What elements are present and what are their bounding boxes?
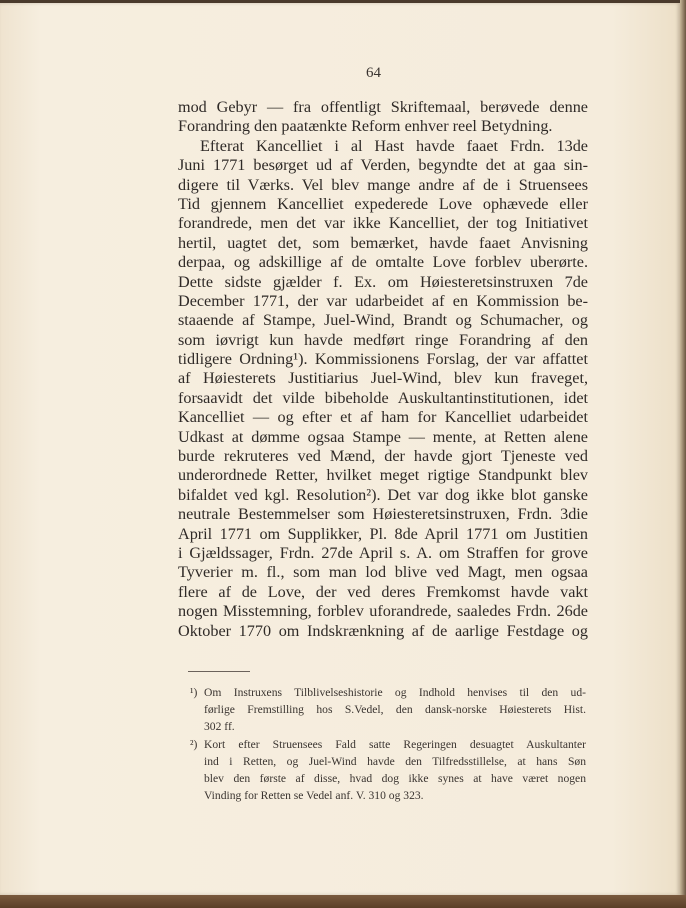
body-line: Tyverier m. fl., som man lod blive ved Magt, men ogsaa (178, 563, 588, 582)
footnote-2-line (190, 787, 586, 804)
body-line: forandrede, men det var ikke Kancelliet, der tog Initiativet (178, 214, 588, 233)
footnote-1-line (190, 684, 586, 701)
body-line: burde rekruteres ved Mænd, der havde gjort Tjeneste ved (178, 447, 588, 466)
body-line: mod Gebyr — fra offentligt Skriftemaal, berøvede denne (178, 98, 588, 116)
footnote-2-text: Vinding for Retten se Vedel anf. V. 310 og 323. (204, 789, 424, 803)
footnote-2-line (190, 736, 586, 753)
footnote-1-text: førlige Fremstilling hos S.Vedel, den dansk-norske Høiesterets Hist. (204, 703, 586, 717)
page-number: 64 (366, 65, 381, 81)
body-line: neutrale Bestemmelser som Høiesteretsinstruxen, Frdn. 3die (178, 505, 588, 524)
footnote-2-line (190, 770, 586, 787)
footnotes (190, 684, 586, 804)
body-line: Udkast at dømme ogsaa Stampe — mente, at Retten alene (178, 427, 588, 446)
body-line: Oktober 1770 om Indskrænkning af de aarlige Festdage og (178, 621, 588, 640)
body-text (178, 98, 588, 641)
footnote-1-text: Om Instruxens Tilblivelseshistorie og Indhold henvises til den ud- (204, 686, 586, 699)
footnote-2-mark: ²) (190, 737, 198, 751)
body-line: i Gjældssager, Frdn. 27de April s. A. om Straffen for grove (178, 543, 588, 562)
footnote-1-text: 302 ff. (204, 720, 235, 734)
body-line: April 1771 om Supplikker, Pl. 8de April 1771 om Justitien (178, 524, 588, 543)
book-edge-right (680, 0, 686, 908)
footnote-2-text: Kort efter Struensees Fald satte Regeringen desuagtet Auskultanter (204, 737, 586, 751)
body-line: December 1771, der var udarbeidet af en Kommission be- (178, 291, 588, 310)
body-line: forsaavidt det vilde bibeholde Auskultantinstitutionen, idet (178, 388, 588, 407)
footnote-1-mark: ¹) (190, 686, 198, 699)
body-line: digere til Værks. Vel blev mange andre af de i Struensees (178, 175, 588, 194)
footnote-1-line (190, 701, 586, 718)
book-binding-bottom (0, 895, 686, 908)
body-line: underordnede Retter, hvilket meget rigtige Standpunkt blev (178, 466, 588, 485)
body-line: Efterat Kancelliet i al Hast havde faaet Frdn. 13de (200, 136, 588, 155)
footnote-2-line (190, 753, 586, 770)
body-line: Kancelliet — og efter et af ham for Kancelliet udarbeidet (178, 408, 588, 427)
footnote-2-text: blev den første af disse, hvad dog ikke synes at have været nogen (204, 771, 586, 785)
footnote-1-line (190, 718, 586, 735)
body-line: staaende af Stampe, Juel-Wind, Brandt og Schumacher, og (178, 311, 588, 330)
body-line: flere af de Love, der ved deres Fremkomst havde vakt (178, 582, 588, 601)
body-line: nogen Misstemning, forblev uforandrede, saaledes Frdn. 26de (178, 602, 588, 621)
body-line: Dette sidste gjælder f. Ex. om Høiesteretsinstruxen 7de (178, 272, 588, 291)
body-line: hertil, uagtet det, som bemærket, havde faaet Anvisning (178, 233, 588, 252)
body-line: tidligere Ordning¹). Kommissionens Forslag, der var affattet (178, 350, 588, 369)
body-line: Juni 1771 besørget ud af Verden, begyndte det at gaa sin- (178, 156, 588, 175)
footnote-divider (188, 671, 250, 672)
body-line: derpaa, og adskillige af de omtalte Love forblev uberørte. (178, 253, 588, 272)
body-line: af Høiesterets Justitiarius Juel-Wind, blev kun fraveget, (178, 369, 588, 388)
body-line: Tid gjennem Kancelliet expederede Love ophævede eller (178, 194, 588, 213)
book-page (0, 3, 680, 895)
body-line: Forandring den paatænkte Reform enhver reel Betydning. (178, 117, 553, 136)
body-line: bifaldet ved kgl. Resolution²). Det var dog ikke blot ganske (178, 485, 588, 504)
body-line: som iøvrigt kun havde medført ringe Forandring af den (178, 330, 588, 349)
footnote-2-text: ind i Retten, og Juel-Wind havde den Tilfredsstillelse, at hans Søn (204, 754, 586, 768)
